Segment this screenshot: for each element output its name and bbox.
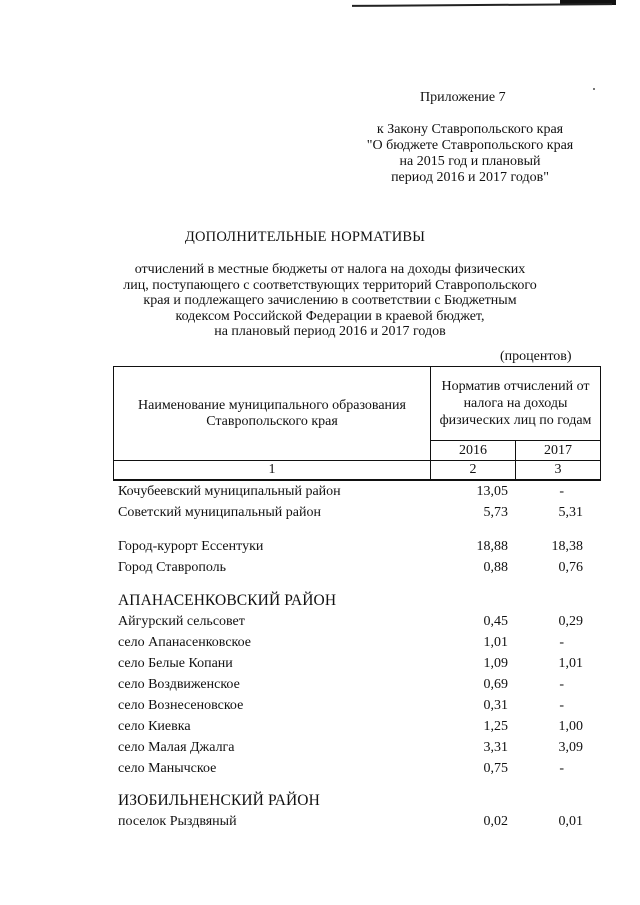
appendix-number: Приложение 7 (420, 90, 506, 105)
row-name: село Белые Копани (118, 656, 233, 671)
subtitle-line: на плановый период 2016 и 2017 годов (214, 324, 446, 339)
table-row (0, 614, 640, 632)
table-row (0, 740, 640, 758)
row-value-2016: 18,88 (476, 539, 508, 554)
row-name: Кочубеевский муниципальный район (118, 484, 341, 499)
row-value-2017: 1,00 (558, 719, 583, 734)
column-number-3: 3 (515, 461, 600, 481)
header-norm-line: налога на доходы (463, 396, 568, 411)
section-title: АПАНАСЕНКОВСКИЙ РАЙОН (118, 592, 337, 609)
header-norm-column (431, 367, 601, 441)
row-name: село Вознесеновское (118, 698, 244, 713)
document-title: ДОПОЛНИТЕЛЬНЫЕ НОРМАТИВЫ (184, 229, 426, 245)
table-row (0, 719, 640, 737)
row-value-2016: 0,88 (483, 560, 508, 575)
row-value-2016: 1,01 (483, 635, 508, 650)
row-name: село Киевка (118, 719, 191, 734)
row-name: Советский муниципальный район (118, 505, 321, 520)
row-name: поселок Рыздвяный (118, 814, 237, 829)
row-name: Айгурский сельсовет (118, 614, 245, 629)
row-value-2016: 0,02 (483, 814, 508, 829)
row-value-2016: 0,75 (483, 761, 508, 776)
appendix-line: к Закону Ставропольского края (376, 122, 564, 137)
header-norm-line: Норматив отчислений от (441, 379, 590, 394)
row-name: село Воздвиженское (118, 677, 240, 692)
row-name: село Апанасенковское (118, 635, 252, 650)
row-value-2016: 1,09 (483, 656, 508, 671)
row-value-2017: - (559, 698, 564, 713)
subtitle-line: кодексом Российской Федерации в краевой бюджет, (175, 308, 485, 324)
appendix-reference (350, 122, 590, 186)
table-row (0, 814, 640, 832)
table-row (0, 505, 640, 523)
row-value-2017: 0,01 (558, 814, 583, 829)
section-title: ИЗОБИЛЬНЕНСКИЙ РАЙОН (118, 792, 320, 809)
subtitle-line: отчислений в местные бюджеты от налога на доходы физических (134, 262, 526, 277)
row-value-2017: 0,76 (558, 560, 583, 575)
row-value-2016: 13,05 (476, 484, 508, 499)
column-number-1: 1 (114, 461, 431, 481)
row-value-2016: 0,45 (483, 614, 508, 629)
table-row (0, 761, 640, 779)
appendix-line: "О бюджете Ставропольского края (366, 138, 574, 153)
scan-dot (593, 88, 595, 90)
row-value-2016: 0,69 (483, 677, 508, 692)
header-year-2016: 2016 (431, 441, 516, 461)
table-row (0, 484, 640, 502)
row-value-2016: 0,31 (483, 698, 508, 713)
row-value-2016: 5,73 (483, 505, 508, 520)
table-row (0, 539, 640, 557)
table-row (0, 698, 640, 716)
column-number-2: 2 (431, 461, 516, 481)
row-value-2017: 0,29 (558, 614, 583, 629)
header-norm-line: физических лиц по годам (439, 413, 592, 428)
row-name: Город-курорт Ессентуки (118, 539, 264, 554)
subtitle-line: лиц, поступающего с соответствующих территорий Ставропольского (123, 277, 537, 293)
row-value-2017: 5,31 (558, 505, 583, 520)
subtitle-line: края и подлежащего зачислению в соответствии с Бюджетным (143, 293, 517, 308)
row-value-2017: - (559, 761, 564, 776)
row-value-2017: - (559, 677, 564, 692)
row-value-2017: - (559, 635, 564, 650)
row-value-2016: 3,31 (483, 740, 508, 755)
table-header (113, 366, 601, 481)
row-value-2016: 1,25 (483, 719, 508, 734)
header-year-2017: 2017 (515, 441, 600, 461)
table-row (0, 635, 640, 653)
row-value-2017: - (559, 484, 564, 499)
document-subtitle (100, 262, 560, 340)
row-value-2017: 18,38 (551, 539, 583, 554)
row-value-2017: 3,09 (558, 740, 583, 755)
scan-line (352, 3, 612, 7)
table-row (0, 560, 640, 578)
header-name-column (114, 367, 431, 461)
header-name-line: Наименование муниципального образования (138, 397, 406, 413)
row-value-2017: 1,01 (558, 656, 583, 671)
row-name: село Малая Джалга (118, 740, 235, 755)
table-row (0, 656, 640, 674)
row-name: Город Ставрополь (118, 560, 227, 575)
table-row (0, 677, 640, 695)
row-name: село Манычское (118, 761, 217, 776)
appendix-line: на 2015 год и плановый (399, 154, 541, 169)
header-name-line: Ставропольского края (206, 413, 338, 429)
unit-note: (процентов) (500, 349, 572, 364)
appendix-line: период 2016 и 2017 годов" (391, 170, 549, 185)
